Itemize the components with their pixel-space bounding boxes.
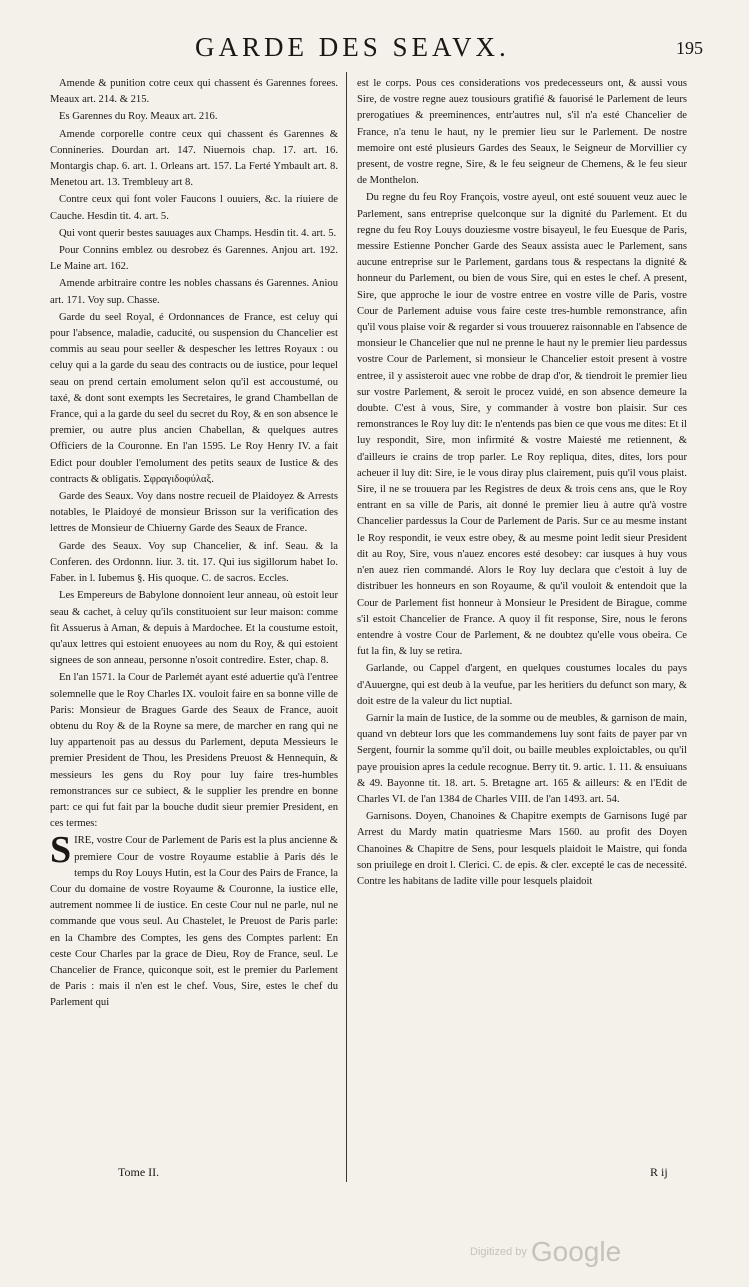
column-divider [346,72,347,1182]
entry-paragraph: En l'an 1571. la Cour de Parlemét ayant esté aduertie qu'à l'entree solemnelle que le Roy Charles IX. vouloit faire en sa bonne ville de Paris: Monsieur de Bragues Garde des Seaux de France, auoit obtenu du Roy & de la Royne sa mere, de marcher en rang qui ne luy appartenoit pas au dessus du Parlement, deputa Messieurs le premier President de Thou, les Presidens Preuost & Hennequin, & messieurs les gens du Roy pour luy faire tres-humbles remonstrances sur ce subiect, & le supplier les prendre en bonne part: ce qui fut fait par la bouche dudit sieur premier President, en ces termes: [50,672,338,830]
entry-paragraph: Pour Connins emblez ou desrobez és Garennes. Anjou art. 192. Le Maine art. 162. [50,245,338,273]
entry-paragraph: est le corps. Pous ces considerations vos predecesseurs ont, & aussi vous Sire, de vostre regne auez tousiours gratifié & fauorisé le Parlement de leurs prerogatiues & preeminences, entr'autres nul, s'il n'a esté Chancelier de France, n'a tenu le haut, ny le premier lieu sur le Parlement. De nostre memoire ont esté plusieurs Gardes des Seaux, le Seigneur de Morvillier cy present, de vostre regne, Sire, & le feu seigneur de Chemens, & le feu sieur de Monthelon. [357,78,687,187]
speech-text: IRE, vostre Cour de Parlement de Paris est la plus ancienne & premiere Cour de vostre Royaume establie à Paris dés le temps du Roy Louys Hutin, est la Cour des Pairs de France, la Cour du domaine de vostre Royaume & Couronne, la iustice elle, autrement nommee li de iustice. En ceste Cour nul ne parle, nul ne commande que vous seul. Au Chastelet, le Preuost de Paris parle: en la Chambre des Comptes, les gens des Comptes parlent: En ceste Cour Charles par la grace de Dieu, Roy de France, seul. Le Chancelier de France, quiconque soit, est le premier du Parlement de Paris : mais il n'en est le chef. Vous, Sire, estes le chef du Parlement qui [50,835,338,1009]
watermark-small-text: Digitized by [470,1246,527,1258]
entry-paragraph: Les Empereurs de Babylone donnoient leur anneau, où estoit leur seau & cachet, à celuy qu'ils constituoient sur leur maison: comme fit Assuerus à Aman, & depuis à Mardochee. Et la coustume estoit, qu'aux lettres qui estoient enuoyees au nom du Roy, & qui estoient signees de son anneau, personne n'osoit contredire. Ester, chap. 8. [50,590,338,667]
digitized-watermark [470,1236,621,1268]
entry-paragraph: Amende arbitraire contre les nobles chassans és Garennes. Aniou art. 171. Voy sup. Chasse. [50,278,338,306]
entry-paragraph: Amende corporelle contre ceux qui chassent és Garennes & Connineries. Dourdan art. 147. Niuernois chap. 17. art. 16. Montargis chap. 6. art. 1. Orleans art. 157. La Ferté Ymbault art. 8. Menetou art. 13. Trembleuy art 8. [50,128,338,189]
right-column [357,76,687,891]
entry-paragraph: Garnisons. Doyen, Chanoines & Chapitre exempts de Garnisons Iugé par Arrest du Mardy matin quatriesme Mars 1560. au profit des Doyen Chanoines & Chapitre de Sens, pour lesquels plaidoit le Maistre, qui fonda son priuilege en droit l. Clerici. C. de epis. & cler. excepté le cas de necessité. Contre les habitans de ladite ville pour lesquels plaidoit [357,811,687,887]
entry-paragraph: Qui vont querir bestes sauuages aux Champs. Hesdin tit. 4. art. 5. [59,227,337,239]
speech-paragraph [50,829,338,1011]
entry-paragraph: Es Garennes du Roy. Meaux art. 216. [59,111,218,123]
page-header [0,30,749,70]
entry-paragraph: Amende & punition cotre ceux qui chassent és Garennes forees. Meaux art. 214. & 215. [50,78,338,106]
drop-cap-letter: S [50,829,72,872]
entry-paragraph: Contre ceux qui font voler Faucons l ouuiers, &c. la riuiere de Cauche. Hesdin tit. 4. art. 5. [50,194,338,222]
google-logo: Google [530,1236,622,1267]
entry-paragraph: Du regne du feu Roy François, vostre ayeul, ont esté souuent veuz auec le Parlement, sans entreprise quelconque sur la dignité du Parlement. Et du regne du feu Roy Louys douziesme vostre bisayeul, le feu Euesque de Paris, messire Estienne Poncher Garde des Seaux assista auec le Parlement, sans aucune entreprise sur le Parlement, gardans tous & respectans la dignité & honneur du Parlement, ou bien de vous Sire, qui en estes le chef. A present, Sire, que approche le iour de vostre entree en vostre ville de Paris, vostre Cour de Parlement aduise vous faire ceste tres-humble remonstrance, afin qu'il vous plaise voir & regarder si vous trouuerez raisonnable en l'absence de monsieur le Chancelier que nul ne prenne le haut ny le premier lieu pardessus vostre Cour de Parlement, si monsieur le Chancelier estoit present à vostre entree, il y assisteroit auec vne robbe de drap d'or, & tiendroit le premier lieu sur vostre Parlement, & seroit le procez vuidé, en son absence demeure la doubte. C'est à vous, Sire, y commander à vostre bon plaisir. Sur ces remonstrances le Roy luy dit: Ie n'entends pas bien ce que vous me dites: Et il luy respondit, Sire, mon infirmité & vostre Maiesté me retiennent, & d'ailleurs ie crains de trop parler. Le Roy repliqua, dites, dites, lors pour acheuer il luy dit: Sire, ie le vous diray plus clairement, puis qu'il vous plaist. Sire, il ne se trouuera par les Registres de deux & trois cens ans, que le Roy entrant en sa ville de Paris, ait donné le premier lieu à autre qu'à vostre Chancelier pardessus la Cour de Parlement de Paris. Sur ce au mesme instant le Roy respondit, ie veux estre obey, & au mesme point ledit sieur President dit au Roy, Sire, vous n'auez encores esté desobey: car iusques à huy vous n'en auez rien commandé. Alors le Roy luy declara que c'estoit à luy de distribuer les honneurs en son Royaume, & qu'il vouloit & entendoit que la Cour de Parlement fist honneur à Monsieur le President de Birague, comme s'il estoit Chancelier de France. A quoy il fit response, Sire, nous le ferons entendre à vostre Cour de Parlement, & ne doubtez qu'elle vous obeira. Ce fut la fin, & luy se retira. [357,192,687,658]
left-column [50,76,338,1013]
entry-paragraph: Garnir la main de Iustice, de la somme ou de meubles, & garnison de main, quand vn debteur lors que les commandemens luy sont faits de payer par vn Sergent, fournir la somme qu'il doit, ou baille meubles exploictables, ou qu'il paye prouision apres la cedule recognue. Berry tit. 9. artic. 1. 11. & ensuiuans & 49. Bayonne tit. 18. art. 5. Bretagne art. 165 & ailleurs: & en l'Edit de Charles VI. de l'an 1384 de Charles VIII. de l'an 1493. art. 54. [357,712,687,805]
entry-paragraph: Garde des Seaux. Voy dans nostre recueil de Plaidoyez & Arrests notables, le Plaidoyé de monsieur Brisson sur la verification des lettres de Monsieur de Chiuerny Garde des Seaux de France. [50,491,338,535]
running-title: GARDE DES SEAVX. [195,32,510,62]
entry-paragraph: Garde du seel Royal, é Ordonnances de France, est celuy qui pour l'absence, maladie, caducité, ou suspension du Chancelier est commis au seau pour seeller & despescher les lettres Royaux : ou celuy qui a la garde du seau des contracts ou de iustice, pour lequel seau on prend certain emolument selon qu'il est accoustumé, ou taxé, & dont sont exempts les Secretaires, le grand Chambellan de France, qui a la garde du seel du secret du Roy, & en son absence le premier, ou autre plus ancien Chabellan, & quelques autres Officiers de la Couronne. En l'an 1595. Le Roy Henry IV. a fait Edict pour doubler l'emolument des petits seaux de Iustice & des contracts & obligatis. Σφραγιδοφύλαξ. [50,311,338,485]
signature-mark: R ij [650,1165,668,1179]
volume-label: Tome II. [118,1165,160,1179]
page-number: 195 [676,38,703,58]
entry-paragraph: Garlande, ou Cappel d'argent, en quelques coustumes locales du pays d'Auuergne, qui est deub à la veufue, par les heritiers du defunct son mary, & doit estre de la valeur du lict nuptial. [357,663,687,707]
entry-paragraph: Garde des Seaux. Voy sup Chancelier, & inf. Seau. & la Conferen. des Ordonnn. liur. 3. tit. 17. Qui ius sigillorum habet Io. Faber. in l. Iubemus §. His quoque. C. de sacros. Eccles. [50,540,338,585]
